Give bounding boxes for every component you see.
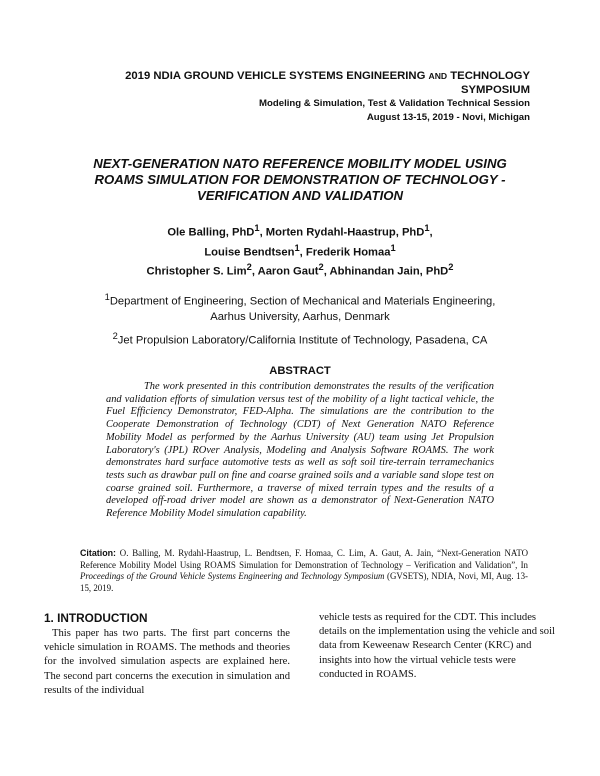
affiliation-2: $^2$Jet Propulsion Laboratory/California Institute of Technology, Pasadena, CA [112, 331, 488, 347]
conference-header [72, 69, 530, 125]
conference-dates-location: August 13-15, 2019 - Novi, Michigan [366, 112, 530, 123]
author-list-group2: Christopher S. Lim$^2$, Aaron Gaut$^2$, Abhinandan Jain, PhD$^2$ [146, 262, 454, 278]
author-list-group1: Ole Balling, PhD$^1$, Morten Rydahl-Haastrup, PhD$^1$, Louise Bendtsen$^1$, Frederik Homaa$^1$ [167, 223, 433, 259]
citation: Citation: O. Balling, M. Rydahl-Haastrup, L. Bendtsen, F. Homaa, C. Lim, A. Gaut, A. Jain, “Next-Generation NATO Reference Mobility Model Using ROAMS Simulation for Demonstration of Technology – Verification and Validation”, In Proceedings of the Ground Vehicle Systems Engineering and Technology Symposium (GVSETS), NDIA, Novi, MI, Aug. 13-15, 2019. [80, 548, 528, 593]
session-name: Modeling & Simulation, Test & Validation Technical Session [259, 98, 530, 109]
section-heading-introduction: 1. INTRODUCTION [44, 611, 148, 625]
paper-title: NEXT-GENERATION NATO REFERENCE MOBILITY MODEL USING ROAMS SIMULATION FOR DEMONSTRATION OF TECHNOLOGY - VERIFICATION AND VALIDATION [93, 156, 507, 203]
conference-name-line2: SYMPOSIUM [460, 84, 530, 96]
abstract-heading: ABSTRACT [269, 365, 331, 377]
affiliation-1: $^1$Department of Engineering, Section of Mechanical and Materials Engineering, Aarhus University, Aarhus, Denmark [104, 292, 496, 323]
conference-name-line1: 2019 NDIA GROUND VEHICLE SYSTEMS ENGINEERING AND TECHNOLOGY [125, 70, 530, 82]
abstract-body: The work presented in this contribution demonstrates the results of the verification and validation efforts of simulation versus test of the mobility of a light tactical vehicle, the Fuel Efficiency Demonstrator, FED-Alpha. The simulations are the contribution to the Cooperate Demonstration of Technology (CDT) of Next Generation NATO Reference Mobility Model as performed by the Aarhus University (AU) team using Jet Propulsion Laboratory's (JPL) ROver Analysis, Modeling and Analysis Software ROAMS. The work demonstrates hard surface automotive tests as well as soft soil tire-terrain terramechanics tests such as drawbar pull on fine and coarse grained soils and a variable sand slope test on coarse grained soil. Furthermore, a traverse of mixed terrain types and the results of a developed off-road driver model are shown as a demonstrator of Next-Generation NATO Reference Mobility Model simulation capability. [106, 381, 494, 520]
citation-label: Citation: [80, 548, 116, 558]
introduction-column-1: This paper has two parts. The first part concerns the vehicle simulation in ROAMS. The methods and theories for the involved simulation aspects are explained here. The second part concerns the execution in simulation and results of the individual [44, 628, 290, 696]
introduction-column-2: vehicle tests as required for the CDT. This includes details on the implementation using the vehicle and soil data from Keweenaw Research Center (KRC) and insights into how the virtual vehicle tests were conducted in ROAMS. [319, 612, 555, 680]
